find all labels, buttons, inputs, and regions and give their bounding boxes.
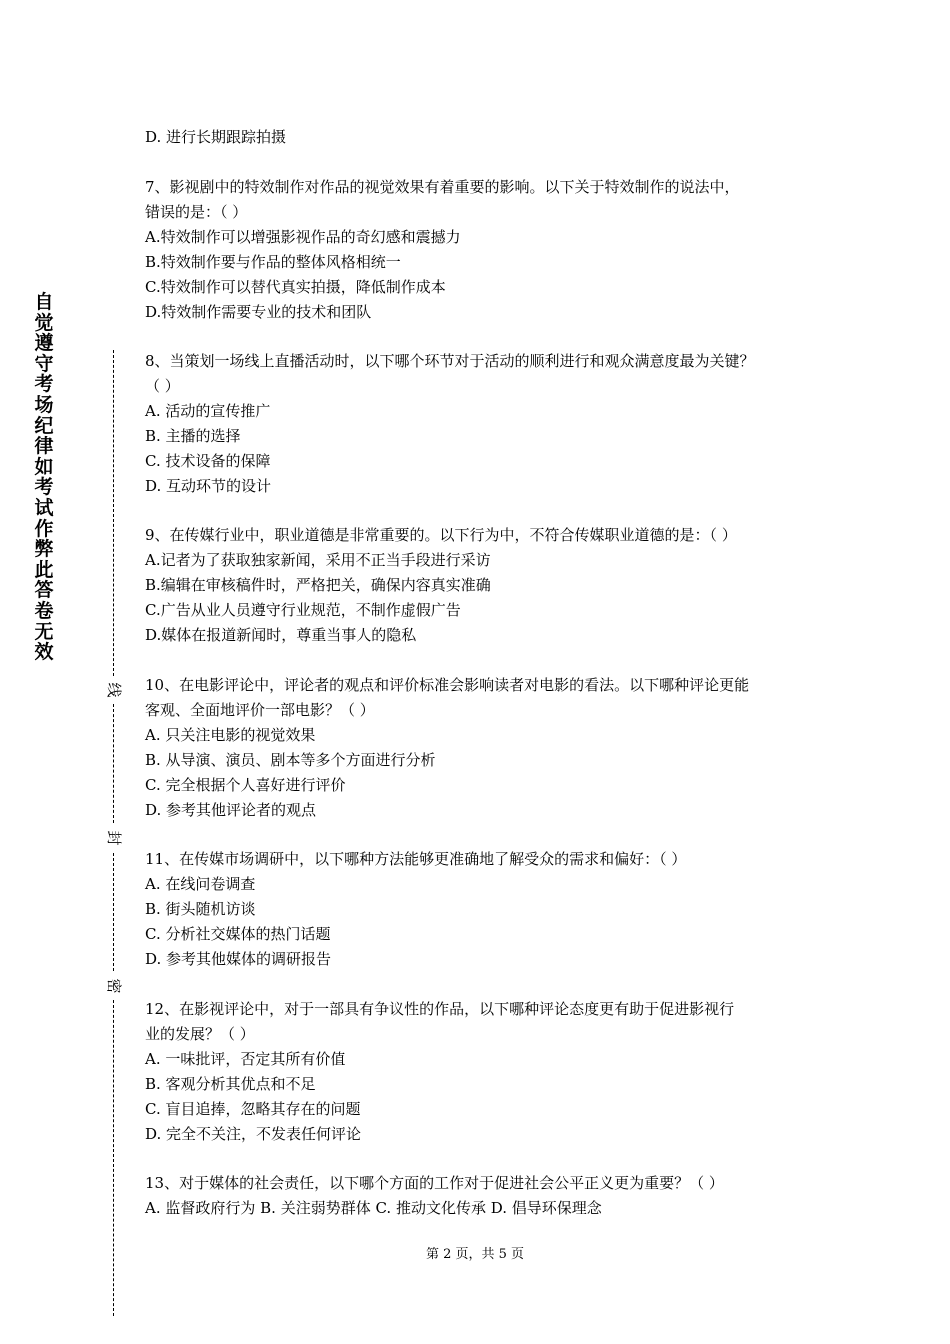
question-stem: 12、在影视评论中，对于一部具有争议性的作品，以下哪种评论态度更有助于促进影视行 [145, 1000, 735, 1018]
option-line: B.特效制作要与作品的整体风格相统一 [145, 253, 401, 271]
binding-label-line: 线 [104, 680, 124, 700]
option-line: C.特效制作可以替代真实拍摄，降低制作成本 [145, 278, 446, 296]
option-line: A. 监督政府行为 B. 关注弱势群体 C. 推动文化传承 D. 倡导环保理念 [145, 1199, 602, 1217]
question-stem: 13、对于媒体的社会责任，以下哪个方面的工作对于促进社会公平正义更为重要？（ ） [145, 1174, 724, 1192]
option-line: A. 在线问卷调查 [145, 875, 256, 893]
question-stem: 10、在电影评论中，评论者的观点和评价标准会影响读者对电影的看法。以下哪种评论更能 [145, 676, 750, 694]
option-line: B. 从导演、演员、剧本等多个方面进行分析 [145, 751, 436, 769]
option-line: D. 参考其他媒体的调研报告 [145, 950, 332, 968]
question-stem: 错误的是：（ ） [145, 203, 248, 221]
option-line: C. 分析社交媒体的热门话题 [145, 925, 331, 943]
question-stem: 11、在传媒市场调研中，以下哪种方法能够更准确地了解受众的需求和偏好：（ ） [145, 850, 687, 868]
option-line: B.编辑在审核稿件时，严格把关，确保内容真实准确 [145, 576, 491, 594]
option-line: D. 进行长期跟踪拍摄 [145, 128, 287, 146]
option-line: C.广告从业人员遵守行业规范，不制作虚假广告 [145, 601, 461, 619]
question-stem: 业的发展？（ ） [145, 1025, 255, 1043]
option-line: A. 一味批评，否定其所有价值 [145, 1050, 346, 1068]
question-stem: 9、在传媒行业中，职业道德是非常重要的。以下行为中，不符合传媒职业道德的是：（ ） [145, 526, 737, 544]
binding-dashed-line [113, 853, 114, 971]
option-line: C. 技术设备的保障 [145, 452, 271, 470]
option-line: D.媒体在报道新闻时，尊重当事人的隐私 [145, 626, 417, 644]
question-stem: 7、影视剧中的特效制作对作品的视觉效果有着重要的影响。以下关于特效制作的说法中， [145, 178, 740, 196]
option-line: B. 街头随机访谈 [145, 900, 256, 918]
binding-label-seal: 封 [104, 828, 124, 848]
question-stem: 8、当策划一场线上直播活动时，以下哪个环节对于活动的顺利进行和观众满意度最为关键？ [145, 352, 755, 370]
option-line: A.记者为了获取独家新闻，采用不正当手段进行采访 [145, 551, 491, 569]
option-line: A.特效制作可以增强影视作品的奇幻感和震撼力 [145, 228, 461, 246]
option-line: A. 活动的宣传推广 [145, 402, 271, 420]
question-stem: 客观、全面地评价一部电影？（ ） [145, 701, 375, 719]
option-line: D. 互动环节的设计 [145, 477, 272, 495]
question-stem: （ ） [145, 377, 180, 395]
binding-label-secret: 密 [104, 976, 124, 996]
option-line: C. 盲目追捧，忽略其存在的问题 [145, 1100, 361, 1118]
option-line: B. 主播的选择 [145, 427, 241, 445]
exam-discipline-notice: 自觉遵守考场纪律如考试作弊此答卷无效 [34, 291, 54, 664]
option-line: B. 客观分析其优点和不足 [145, 1075, 316, 1093]
option-line: C. 完全根据个人喜好进行评价 [145, 776, 346, 794]
binding-dashed-line [113, 704, 114, 823]
binding-dashed-line [113, 1000, 114, 1316]
option-line: D. 参考其他评论者的观点 [145, 801, 317, 819]
option-line: A. 只关注电影的视觉效果 [145, 726, 316, 744]
page-number-footer: 第 2 页，共 5 页 [425, 1247, 525, 1262]
option-line: D.特效制作需要专业的技术和团队 [145, 303, 372, 321]
binding-dashed-line [113, 350, 114, 676]
option-line: D. 完全不关注，不发表任何评论 [145, 1125, 362, 1143]
